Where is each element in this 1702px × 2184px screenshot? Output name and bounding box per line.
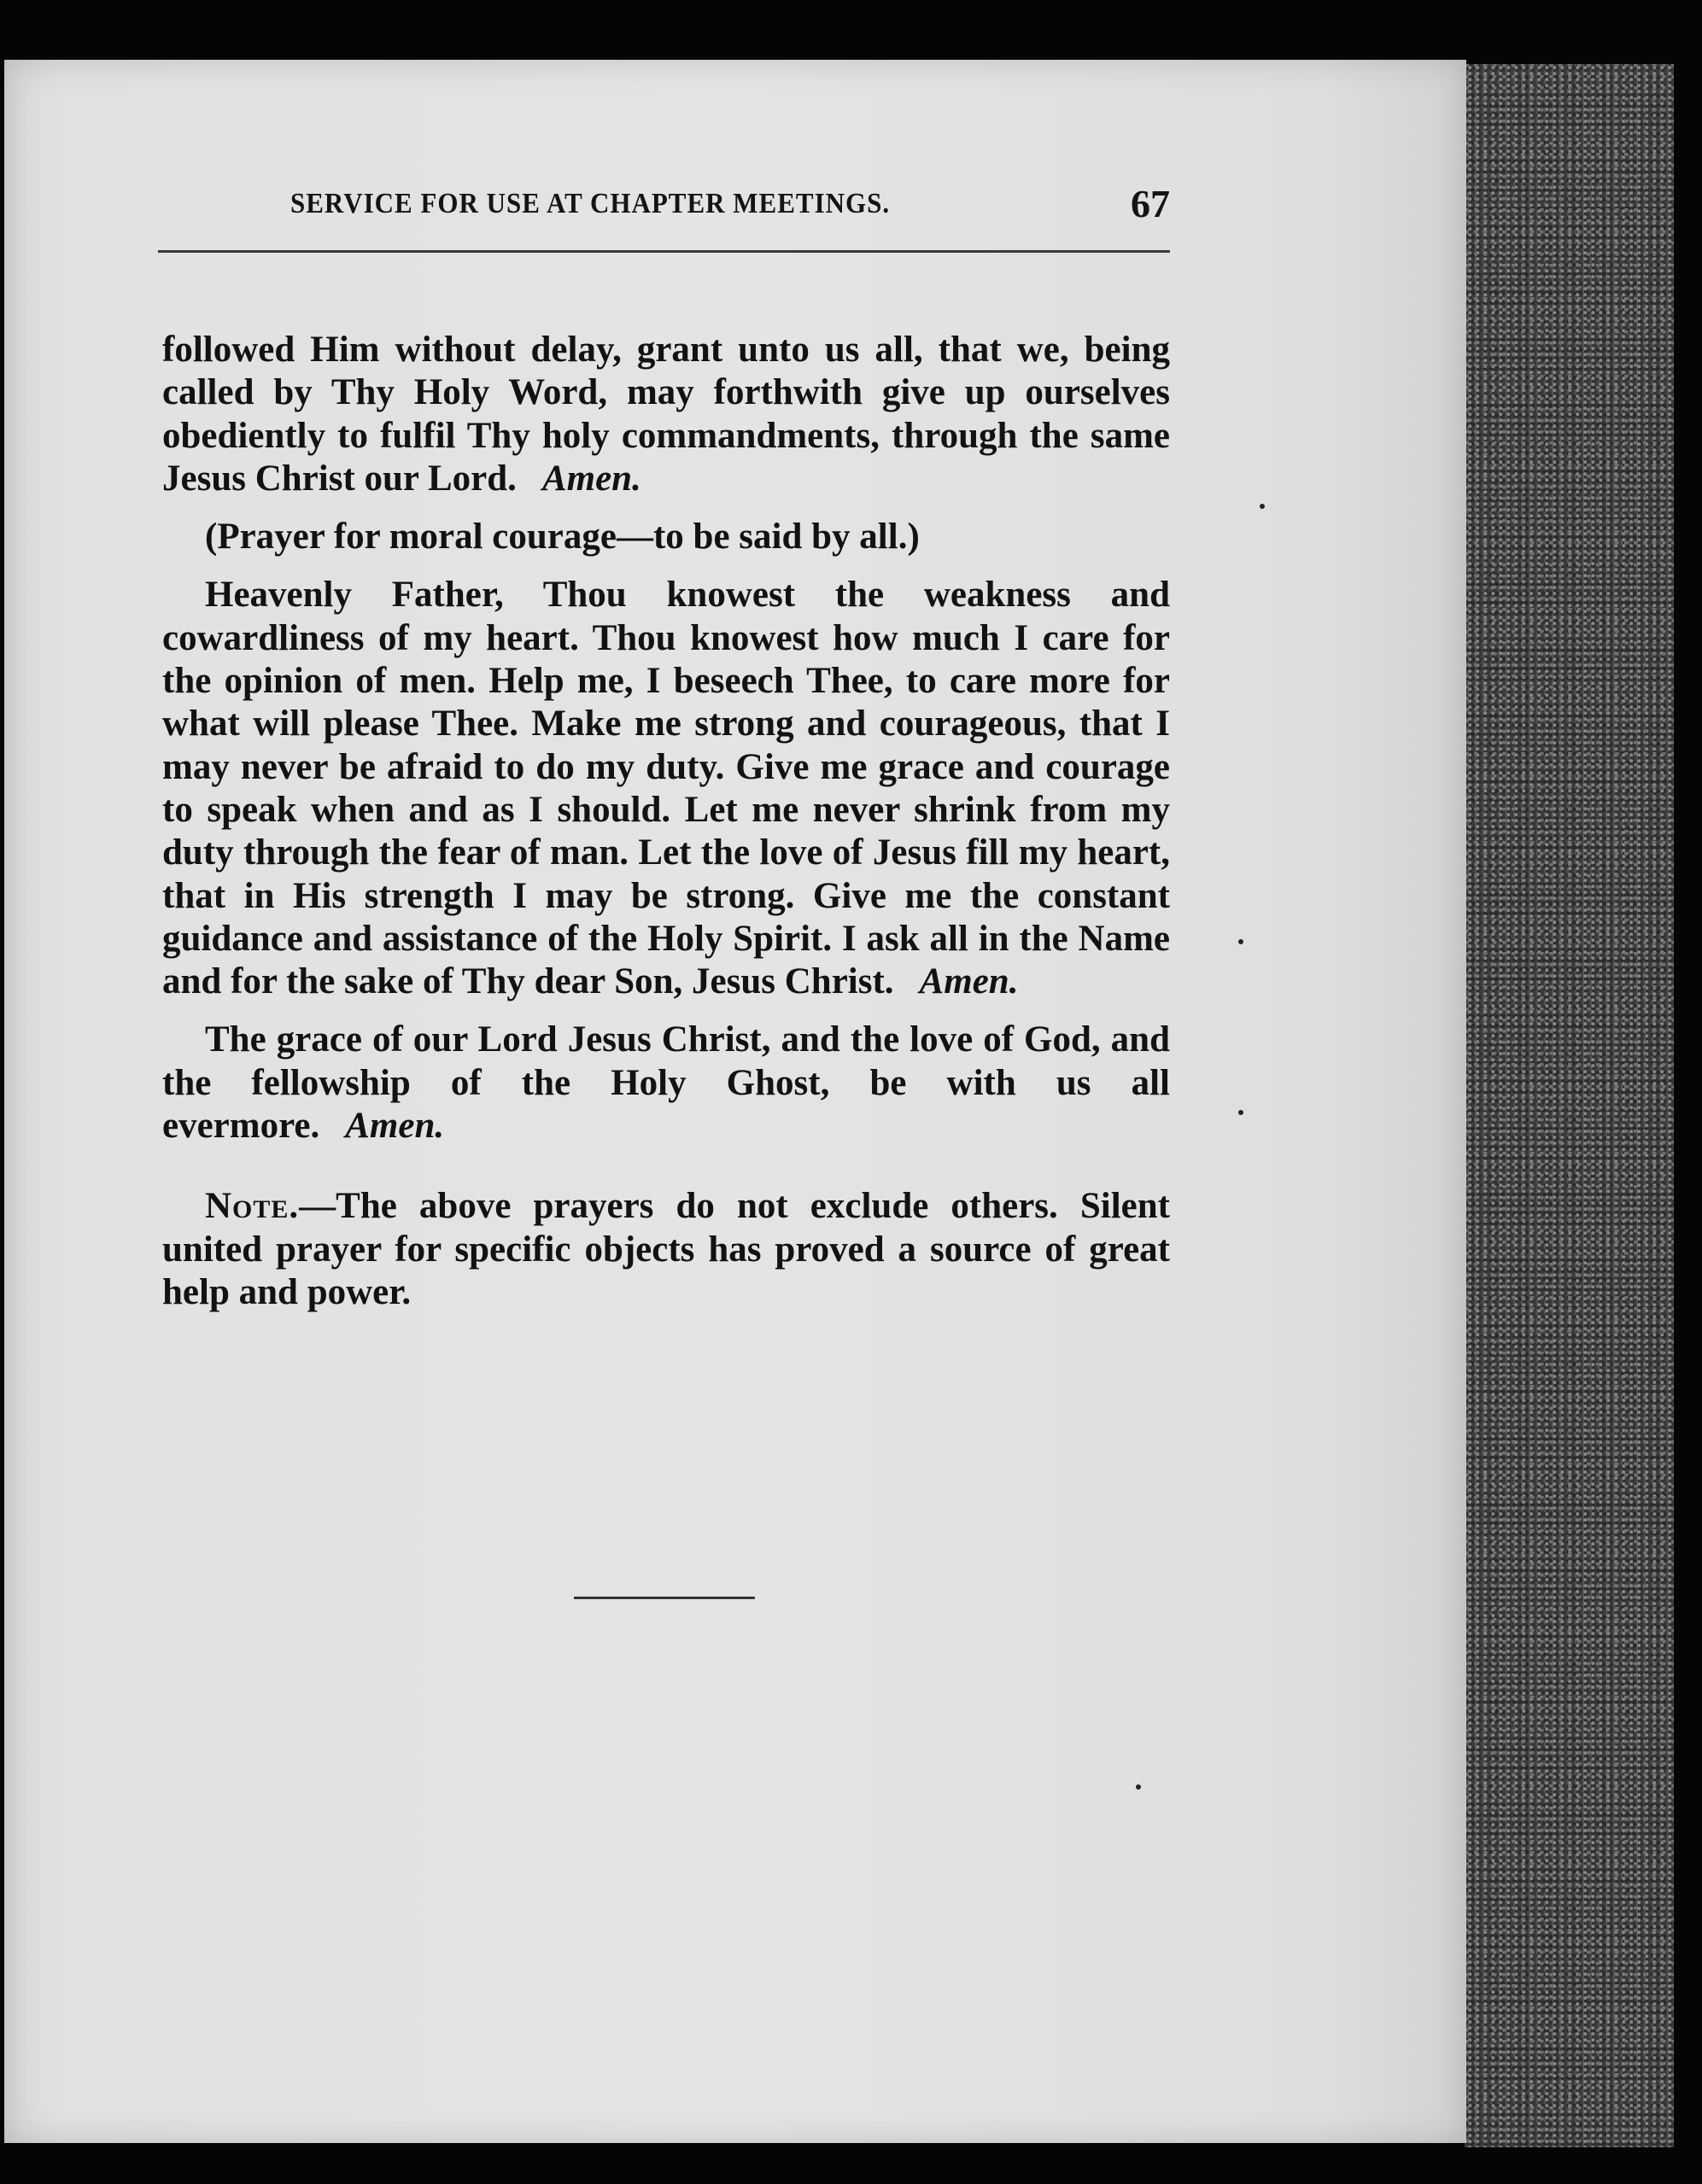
print-speck xyxy=(1260,504,1265,509)
collect-continuation-paragraph xyxy=(162,329,1170,500)
moral-courage-prayer-paragraph xyxy=(162,574,1170,1003)
grace-benediction-text: The grace of our Lord Jesus Christ, and the love of God, and the fellowship of the Holy Ghost, be with us all evermore. xyxy=(162,1019,1170,1147)
amen-label: Amen. xyxy=(919,961,1019,1002)
print-speck xyxy=(1136,1784,1141,1790)
note-paragraph xyxy=(162,1185,1170,1314)
end-rule xyxy=(574,1597,755,1599)
book-cover-edge xyxy=(1465,64,1674,2147)
page-body xyxy=(162,329,1170,1329)
prayer-rubric: (Prayer for moral courage—to be said by all.) xyxy=(205,517,920,558)
page-number: 67 xyxy=(1131,182,1170,225)
moral-courage-prayer-text: Heavenly Father, Thou knowest the weakness and cowardliness of my heart. Thou knowest how much I care for the opinion of men. Help me, I beseech Thee, to care more for what will please Thee. Make me strong and courageous, that I may never be afraid to do my duty. Give me grace and courage to speak when and as I should. Let me never shrink from my duty through the fear of man. Let the love of Jesus fill my heart, that in His strength I may be strong. Give me the constant guidance and assistance of the Holy Spirit. I ask all in the Name and for the sake of Thy dear Son, Jesus Christ. xyxy=(162,575,1170,1002)
amen-label: Amen. xyxy=(345,1106,445,1147)
amen-label: Amen. xyxy=(541,458,641,499)
page-header xyxy=(158,182,1170,299)
note-text: —The above prayers do not exclude others. Silent united prayer for specific objects has proved a source of great help and power. xyxy=(162,1186,1170,1312)
collect-continuation-text: followed Him without delay, grant unto us all, that we, being called by Thy Holy Word, may forthwith give up ourselves obediently to fulfil Thy holy commandments, through the same Jesus Christ our Lord. xyxy=(162,330,1170,499)
running-head-title: SERVICE FOR USE AT CHAPTER MEETINGS. xyxy=(290,186,891,219)
print-speck xyxy=(1238,939,1243,944)
grace-benediction-paragraph xyxy=(162,1019,1170,1147)
header-rule xyxy=(158,250,1170,253)
note-label: Note. xyxy=(205,1186,300,1227)
print-speck xyxy=(1238,1110,1243,1115)
